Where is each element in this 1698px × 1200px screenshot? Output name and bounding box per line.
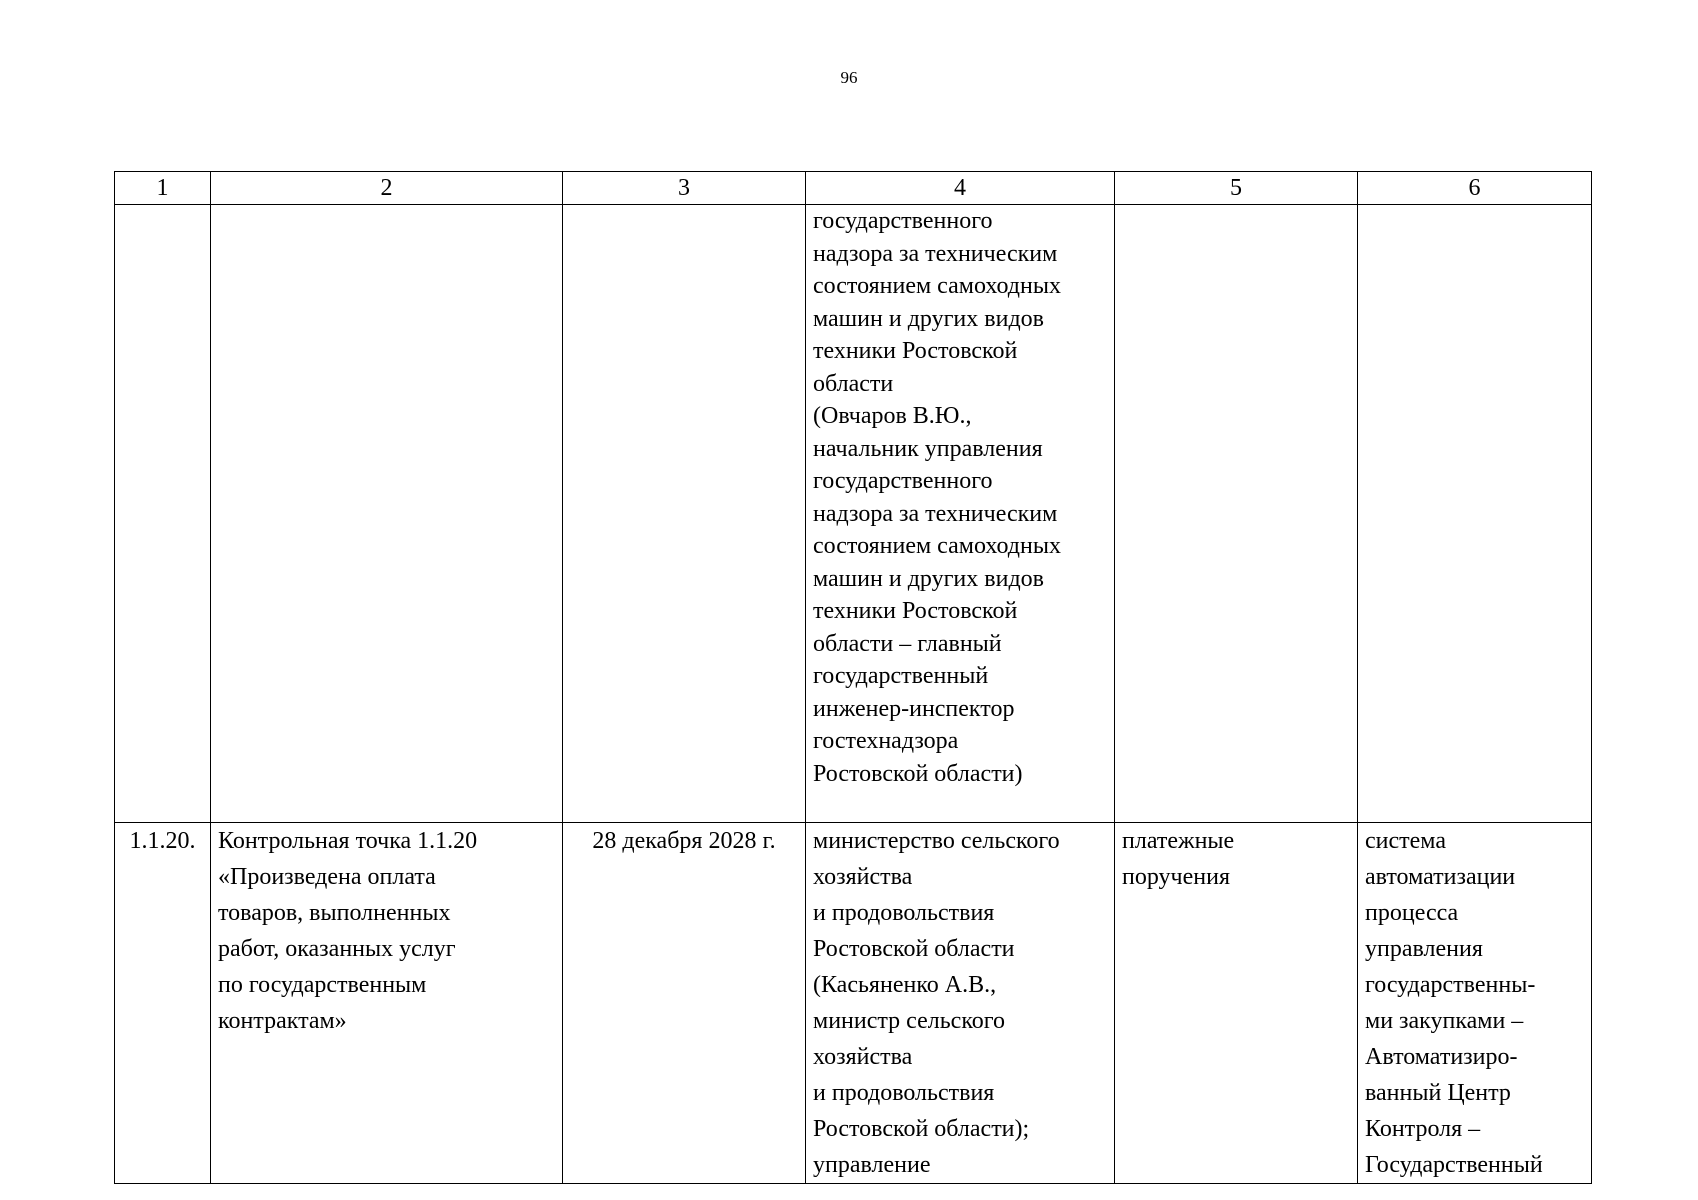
text-line: Ростовской области [813,936,1015,962]
text-line: (Касьяненко А.В., [813,972,997,998]
text-line: техники Ростовской [813,598,1018,624]
information-system-cell [1358,823,1592,1184]
text-line: «Произведена оплата [218,864,436,890]
text-line: платежные [1122,828,1235,854]
table-row-1-1-20 [115,823,1592,1184]
text-line: хозяйства [813,1044,913,1070]
text-line: машин и других видов [813,305,1044,332]
text-line: надзора за техническим [813,500,1058,527]
text-line: Государственный [1365,1152,1543,1178]
text-line: ванный Центр [1365,1080,1511,1106]
text-line: инженер-инспектор [813,695,1015,722]
cont-cell-responsible [806,205,1115,823]
text-line: техники Ростовской [813,338,1018,364]
text-line: и продовольствия [813,900,995,926]
text-line: автоматизации [1365,864,1516,890]
table-row-continuation [115,205,1592,823]
text-line: Контроля – [1365,1116,1481,1142]
text-line: государственного [813,208,993,234]
text-line: управления [1365,936,1483,962]
text-line: контрактам» [218,1008,347,1034]
text-line: министр сельского [813,1008,1006,1034]
checkpoint-name-cell [211,823,563,1184]
cont-cell-date [563,205,806,823]
column-header-5: 5 [1115,172,1358,205]
responsible-cell [806,823,1115,1184]
column-header-4: 4 [806,172,1115,205]
text-line: процесса [1365,900,1459,926]
text-line: товаров, выполненных [218,900,451,926]
column-header-2: 2 [211,172,563,205]
column-header-3: 3 [563,172,806,205]
text-line: государственного [813,468,993,494]
text-line: начальник управления [813,435,1043,462]
text-line: состоянием самоходных [813,533,1061,559]
text-line: Ростовской области); [813,1116,1030,1142]
text-line: Ростовской области) [813,760,1023,787]
text-line: состоянием самоходных [813,273,1061,299]
text-line: по государственным [218,972,427,998]
column-header-1: 1 [115,172,211,205]
text-line: работ, оказанных услуг [218,936,456,962]
column-header-6: 6 [1358,172,1592,205]
deadline-date-cell: 28 декабря 2028 г. [563,823,806,1184]
text-line: министерство сельского [813,828,1060,854]
cont-cell-system [1358,205,1592,823]
text-line: области – главный [813,630,1002,657]
text-line: ми закупками – [1365,1008,1524,1034]
document-type-cell [1115,823,1358,1184]
text-line: и продовольствия [813,1080,995,1106]
text-line: надзора за техническим [813,240,1058,267]
text-line: машин и других видов [813,565,1044,592]
text-line: поручения [1122,864,1230,890]
text-line: (Овчаров В.Ю., [813,403,972,429]
text-line: области [813,370,894,397]
cont-cell-document [1115,205,1358,823]
text-line: государственны- [1365,972,1536,998]
row-number-cell: 1.1.20. [115,823,211,1184]
text-line: система [1365,828,1446,854]
text-line: государственный [813,663,989,689]
text-line: Контрольная точка 1.1.20 [218,828,478,854]
page-number: 96 [840,68,858,87]
plan-table [114,171,1592,1184]
text-line: Автоматизиро- [1365,1044,1518,1070]
cont-cell-number [115,205,211,823]
text-line: управление [813,1152,931,1178]
text-line: гостехнадзора [813,728,959,754]
cont-cell-name [211,205,563,823]
text-line: хозяйства [813,864,913,890]
table-header-row [115,172,1592,205]
